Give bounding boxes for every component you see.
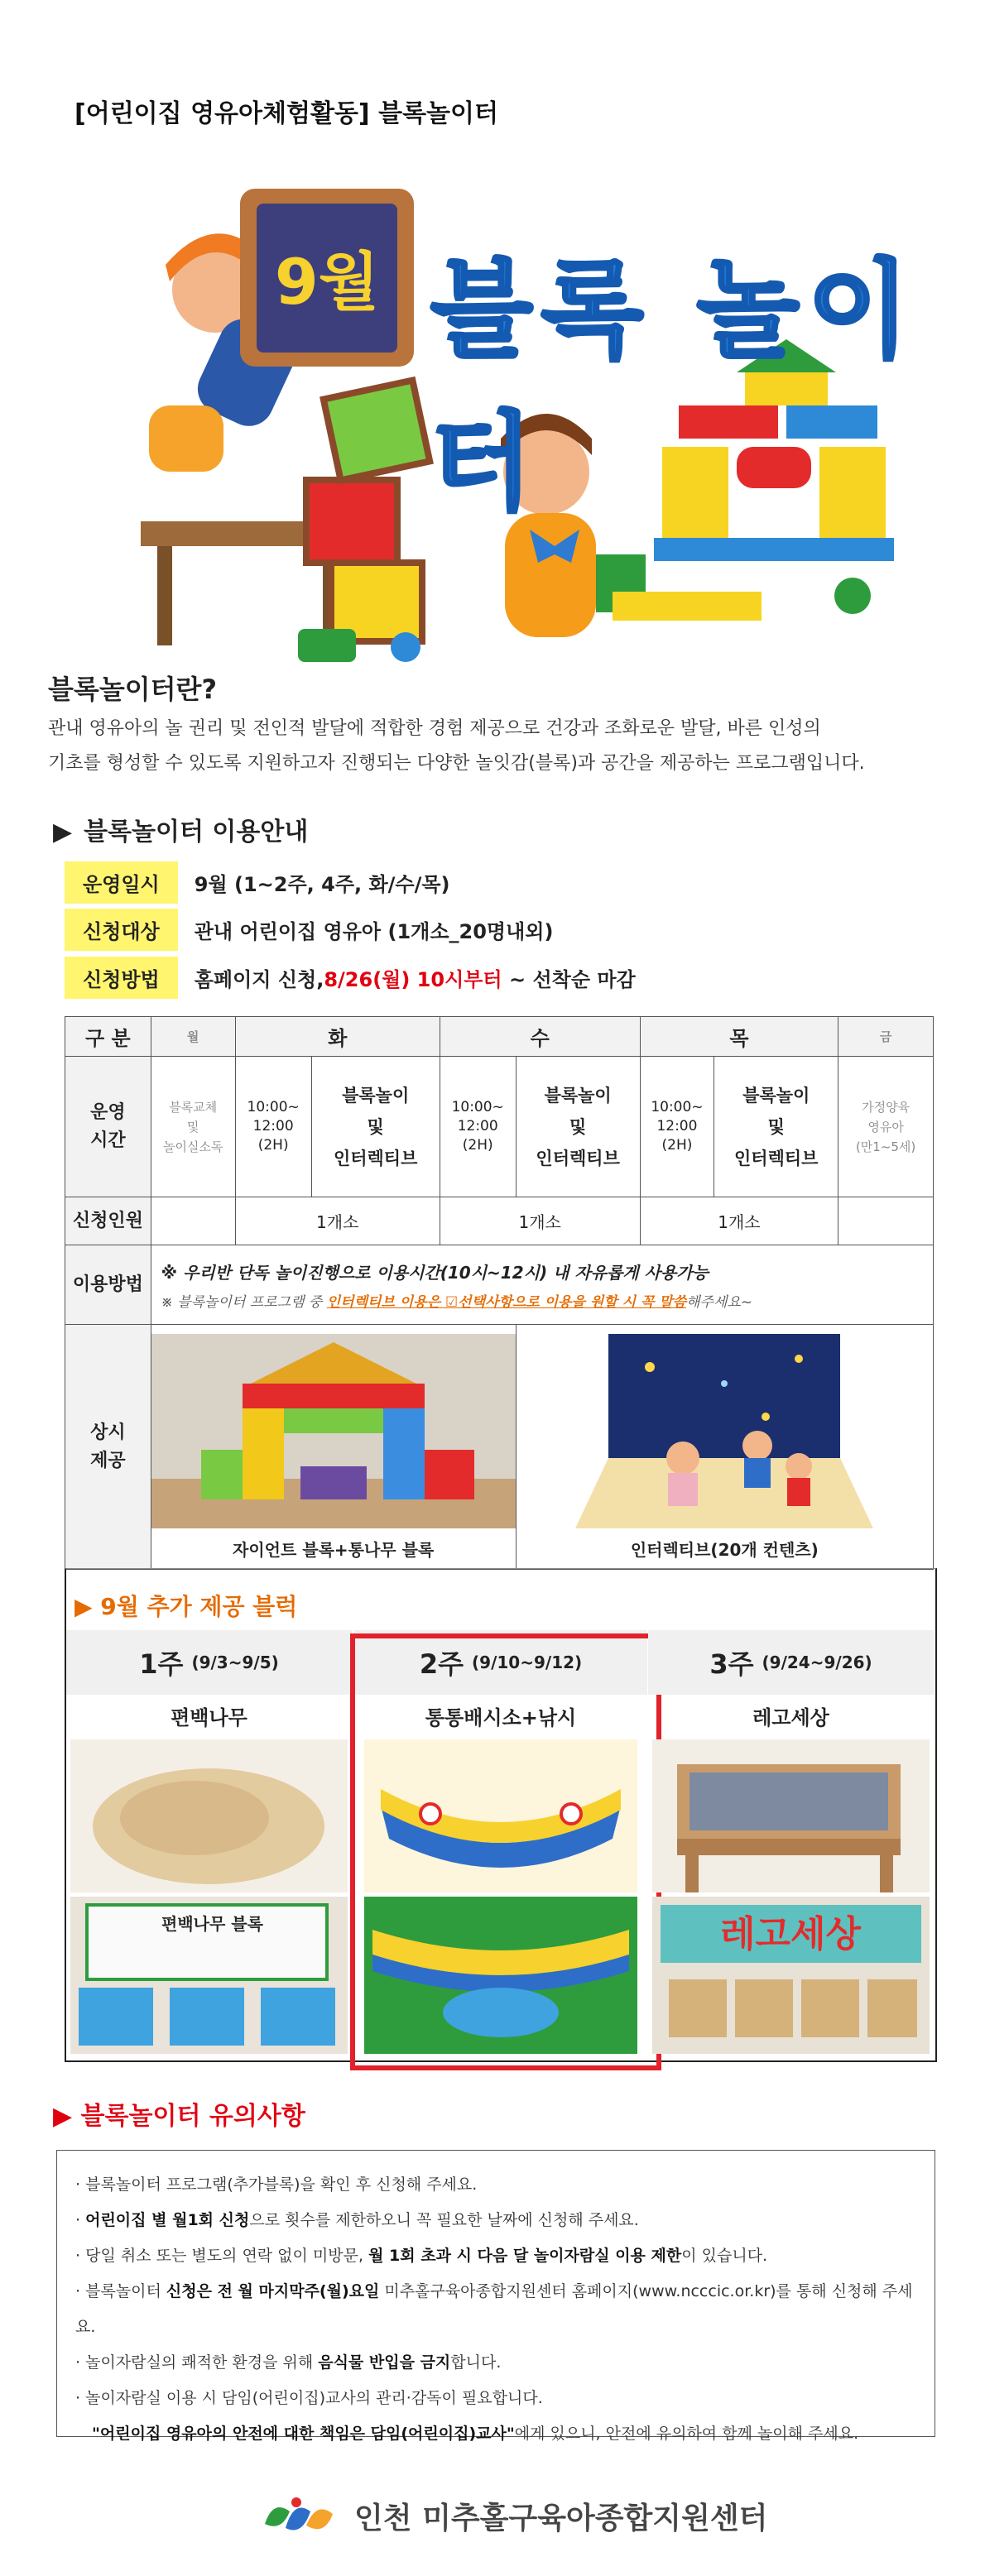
triangle-bullet-icon: ▶ <box>53 818 73 847</box>
caution-item: · 블록놀이터 프로그램(추가블록)을 확인 후 신청해 주세요. <box>75 2175 478 2194</box>
week-dates: (9/24~9/26) <box>762 1653 872 1672</box>
lego-sign-text: 레고세상 <box>719 1913 862 1955</box>
col-tue: 화 <box>235 1017 440 1057</box>
guide-label: 신청대상 <box>65 909 178 951</box>
caution-item: · 당일 취소 또는 별도의 연락 없이 미방문, 월 1회 초과 시 다음 달 놀이자람실 이용 제한이 있습니다. <box>75 2247 768 2265</box>
extra-heading <box>74 1589 297 1622</box>
week-title <box>66 1630 352 1695</box>
tue-capacity: 1개소 <box>235 1197 440 1245</box>
use-line-2-c: 해주세요~ <box>686 1293 753 1311</box>
cypress-wood-photo <box>70 1739 348 2054</box>
caution-item: · 놀이자람실 이용 시 담임(어린이집)교사의 관리·감독이 필요합니다. <box>75 2389 543 2407</box>
row-use-label: 이용방법 <box>65 1245 151 1325</box>
extra-heading-text: 9월 추가 제공 블럭 <box>100 1593 298 1620</box>
caution-box <box>56 2150 935 2443</box>
perm-interactive-cell <box>516 1325 933 1570</box>
footer-org-name: 인천 미추홀구육아종합지원센터 <box>354 2501 768 2535</box>
col-thu: 목 <box>640 1017 838 1057</box>
week-block-name: 통통배시소+낚시 <box>425 1705 577 1729</box>
current-week-highlight <box>350 1633 661 2070</box>
interactive-notice: 인터렉티브 이용은 ☑선택사항으로 이용을 원할 시 꼭 말씀 <box>326 1293 687 1311</box>
tue-program: 블록놀이 및 인터렉티브 <box>311 1057 440 1197</box>
guide-value-tail: ~ 선착순 마감 <box>502 967 636 991</box>
wed-capacity: 1개소 <box>440 1197 640 1245</box>
week-label: 2주 <box>419 1648 464 1680</box>
intro-heading: 블록놀이터란? <box>48 674 218 705</box>
row-cap-label: 신청인원 <box>65 1197 151 1245</box>
use-line-1: ※ 우리반 단독 놀이진행으로 이용시간(10시~12시) 내 자유롭게 사용가능 <box>161 1262 709 1283</box>
intro-line-2: 기초를 형성할 수 있도록 지원하고자 진행되는 다양한 놀잇감(블록)과 공간을 제공하는 프로그램입니다. <box>48 753 865 774</box>
caution-item: · 블록놀이터 신청은 전 월 마지막주(월)요일 미추홀구육아종합지원센터 홈페이지(www.ncccic.or.kr)를 통해 신청해 주세요. <box>75 2282 913 2336</box>
triangle-bullet-icon: ▶ <box>53 2102 73 2131</box>
hero-title: 블록 놀이터 <box>430 249 919 525</box>
row-perm-label: 상시 제공 <box>65 1325 151 1570</box>
week-dates: (9/3~9/5) <box>191 1653 279 1672</box>
week-1-column <box>66 1630 352 2060</box>
interactive-projection-photo <box>559 1334 890 1528</box>
guide-row-schedule <box>65 863 450 901</box>
caution-item: · 어린이집 별 월1회 신청으로 횟수를 제한하오니 꼭 필요한 날짜에 신청해 주세요. <box>75 2211 639 2229</box>
intro-line-1: 관내 영유아의 놀 권리 및 전인적 발달에 적합한 경험 제공으로 건강과 조화로운 발달, 바른 인성의 <box>48 718 821 739</box>
mon-op-cell: 블록교체 및 놀이실소독 <box>151 1057 235 1197</box>
month-badge: 9월 <box>274 245 380 319</box>
perm-interactive-caption: 인터렉티브(20개 컨텐츠) <box>630 1539 819 1560</box>
girl-dress-icon <box>505 513 596 637</box>
fri-op-cell: 가정양육 영유아 (만1~5세) <box>838 1057 934 1197</box>
week-block-name: 편백나무 <box>171 1705 247 1729</box>
col-fri: 금 <box>838 1017 934 1057</box>
row-op-label: 운영 시간 <box>65 1057 151 1197</box>
triangle-bullet-icon: ▶ <box>74 1593 93 1620</box>
caution-item: · 놀이자람실의 쾌적한 환경을 위해 음식물 반입을 금지합니다. <box>75 2353 502 2372</box>
caution-heading-text: 블록놀이터 유의사항 <box>80 2102 305 2131</box>
week-3-column <box>648 1630 934 2060</box>
wed-program: 블록놀이 및 인터렉티브 <box>516 1057 640 1197</box>
week-label: 1주 <box>139 1648 184 1680</box>
week-title <box>648 1630 934 1695</box>
wed-time: 10:00~ 12:00 (2H) <box>440 1057 516 1197</box>
guide-value: 홈페이지 신청, <box>194 967 324 991</box>
guide-row-method <box>65 958 636 996</box>
intro-paragraph <box>48 712 942 781</box>
thu-capacity: 1개소 <box>640 1197 838 1245</box>
red-block-icon <box>306 480 397 563</box>
giant-block-photo <box>151 1334 516 1528</box>
lego-table-photo <box>652 1739 930 2054</box>
guide-heading-text: 블록놀이터 이용안내 <box>84 818 309 847</box>
table-col-label: 구 분 <box>65 1017 151 1057</box>
perm-block-cell <box>151 1325 516 1570</box>
col-wed: 수 <box>440 1017 640 1057</box>
caution-item-safety: "어린이집 영유아의 안전에 대한 책임은 담임(어린이집)교사"에게 있으니, 안전에 유의하여 함께 놀이해 주세요. <box>92 2425 859 2443</box>
week-dates: (9/10~9/12) <box>472 1653 583 1672</box>
green-block-icon <box>324 381 430 481</box>
perm-block-caption: 자이언트 블록+통나무 블록 <box>233 1539 435 1560</box>
thu-time: 10:00~ 12:00 (2H) <box>640 1057 714 1197</box>
guide-value: 관내 어린이집 영유아 (1개소_20명내외) <box>194 919 554 943</box>
guide-value: 9월 (1~2주, 4주, 화/수/목) <box>194 872 450 896</box>
col-mon: 월 <box>151 1017 235 1057</box>
guide-row-target <box>65 910 553 948</box>
week-label: 3주 <box>709 1648 754 1680</box>
caution-heading <box>53 2095 305 2132</box>
use-line-2 <box>151 1290 933 1311</box>
schedule-table <box>65 1016 934 1570</box>
page-header-title: [어린이집 영유아체험활동] 블록놀이터 <box>74 99 498 128</box>
guide-label: 신청방법 <box>65 957 178 999</box>
use-method-cell <box>151 1245 933 1325</box>
apply-start-date: 8/26(월) 10시부터 <box>324 967 502 991</box>
center-logo-icon <box>257 2491 339 2540</box>
tue-time: 10:00~ 12:00 (2H) <box>235 1057 311 1197</box>
cypress-sign-text: 편백나무 블록 <box>161 1914 263 1934</box>
thu-program: 블록놀이 및 인터렉티브 <box>714 1057 838 1197</box>
guide-label: 운영일시 <box>65 861 178 904</box>
use-line-2-a: ※ 블록놀이터 프로그램 중 <box>161 1293 327 1311</box>
week-block-name: 레고세상 <box>752 1705 829 1729</box>
footer-logo <box>257 2491 767 2540</box>
guide-heading <box>53 811 308 847</box>
